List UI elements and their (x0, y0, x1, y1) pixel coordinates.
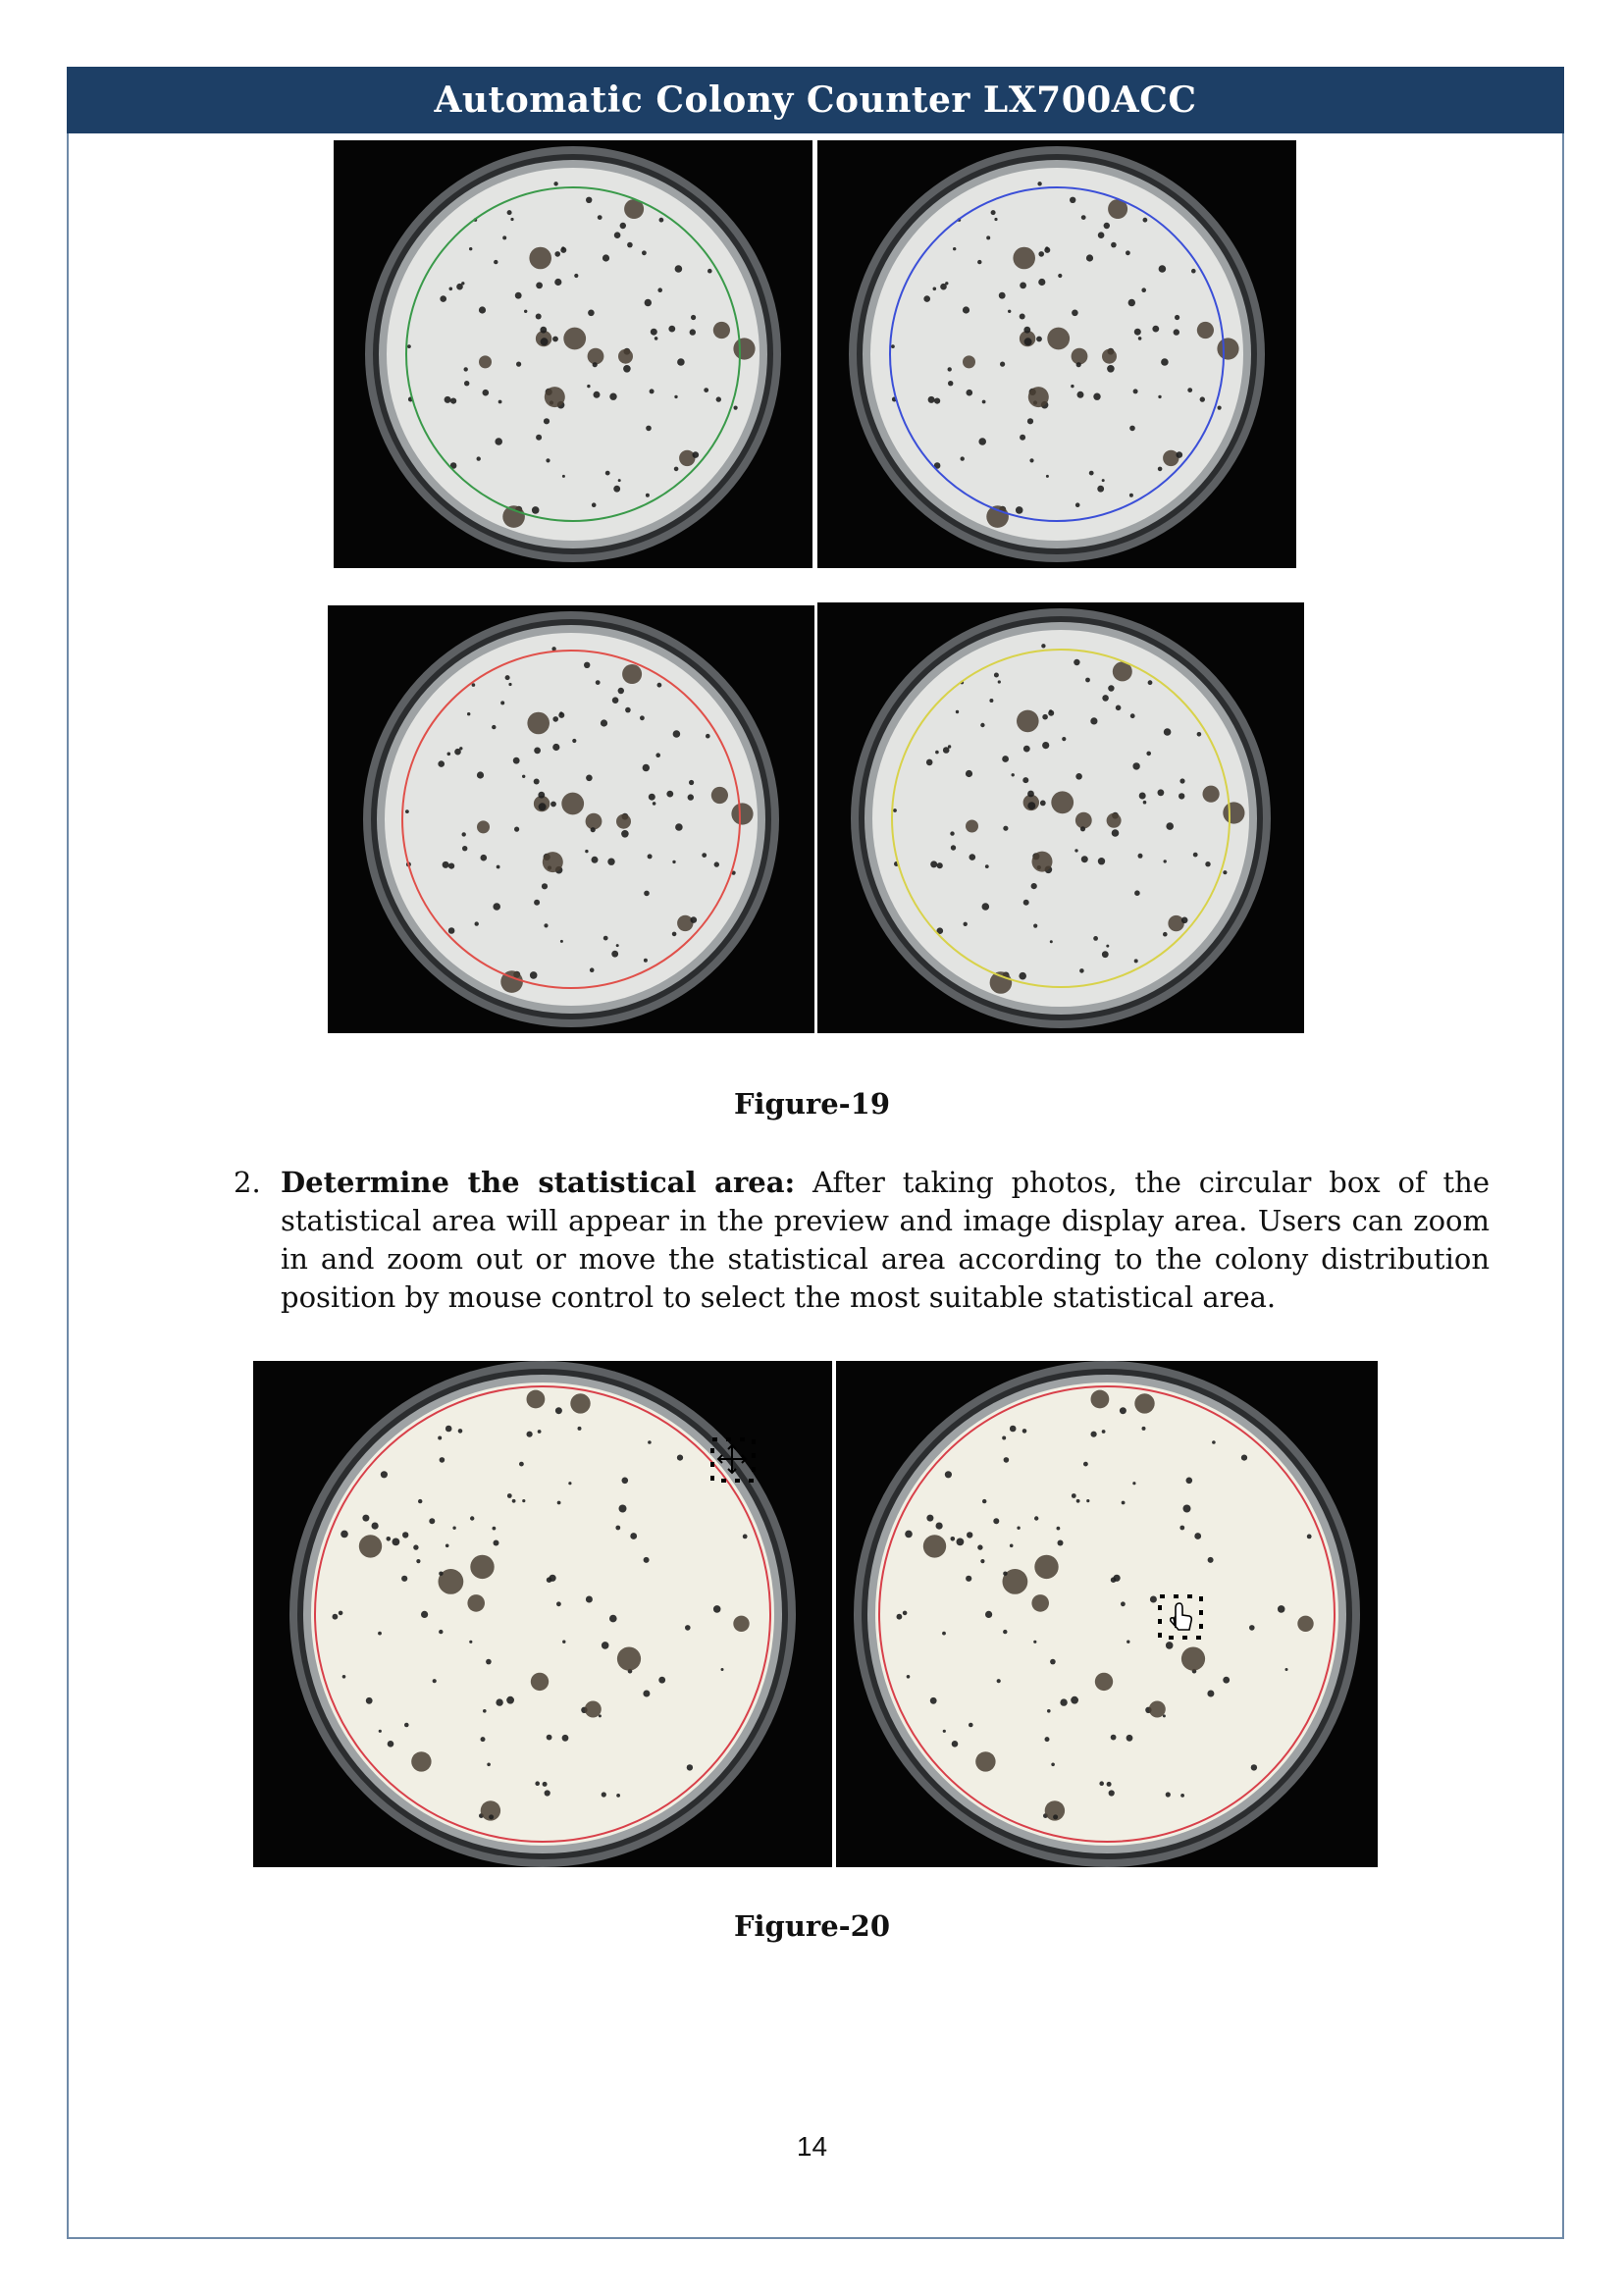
plate-red-circle (328, 605, 814, 1033)
petri-dish-photo (334, 140, 812, 568)
step-paragraph (234, 1164, 1490, 1317)
petri-dish-photo (836, 1361, 1378, 1867)
plate-yellow-circle (817, 602, 1304, 1033)
petri-dish-photo (817, 602, 1304, 1033)
petri-dish-photo (328, 605, 814, 1033)
plate-blue-circle (817, 140, 1296, 568)
step-number: 2. (234, 1166, 261, 1199)
step-body: After taking photos, the circular box of the statistical area will appear in the preview and image display area. Users can zoom in and zoom out or move the statistical area according to the colony distribution position by mouse control to select the most suitable statistical area. (281, 1166, 1491, 1314)
plate-green-circle (334, 140, 812, 568)
petri-dish-photo (817, 140, 1296, 568)
plate-hand-cursor (836, 1361, 1378, 1867)
page-number: 14 (796, 2131, 828, 2162)
page-header (67, 67, 1564, 133)
plate-move-cursor (253, 1361, 832, 1867)
petri-dish-photo (253, 1361, 832, 1867)
figure-20-caption: Figure-20 (733, 1909, 891, 1943)
step-heading: Determine the statistical area: (281, 1166, 796, 1199)
header-title: Automatic Colony Counter LX700ACC (434, 79, 1197, 121)
figure-19-caption: Figure-19 (733, 1087, 891, 1121)
